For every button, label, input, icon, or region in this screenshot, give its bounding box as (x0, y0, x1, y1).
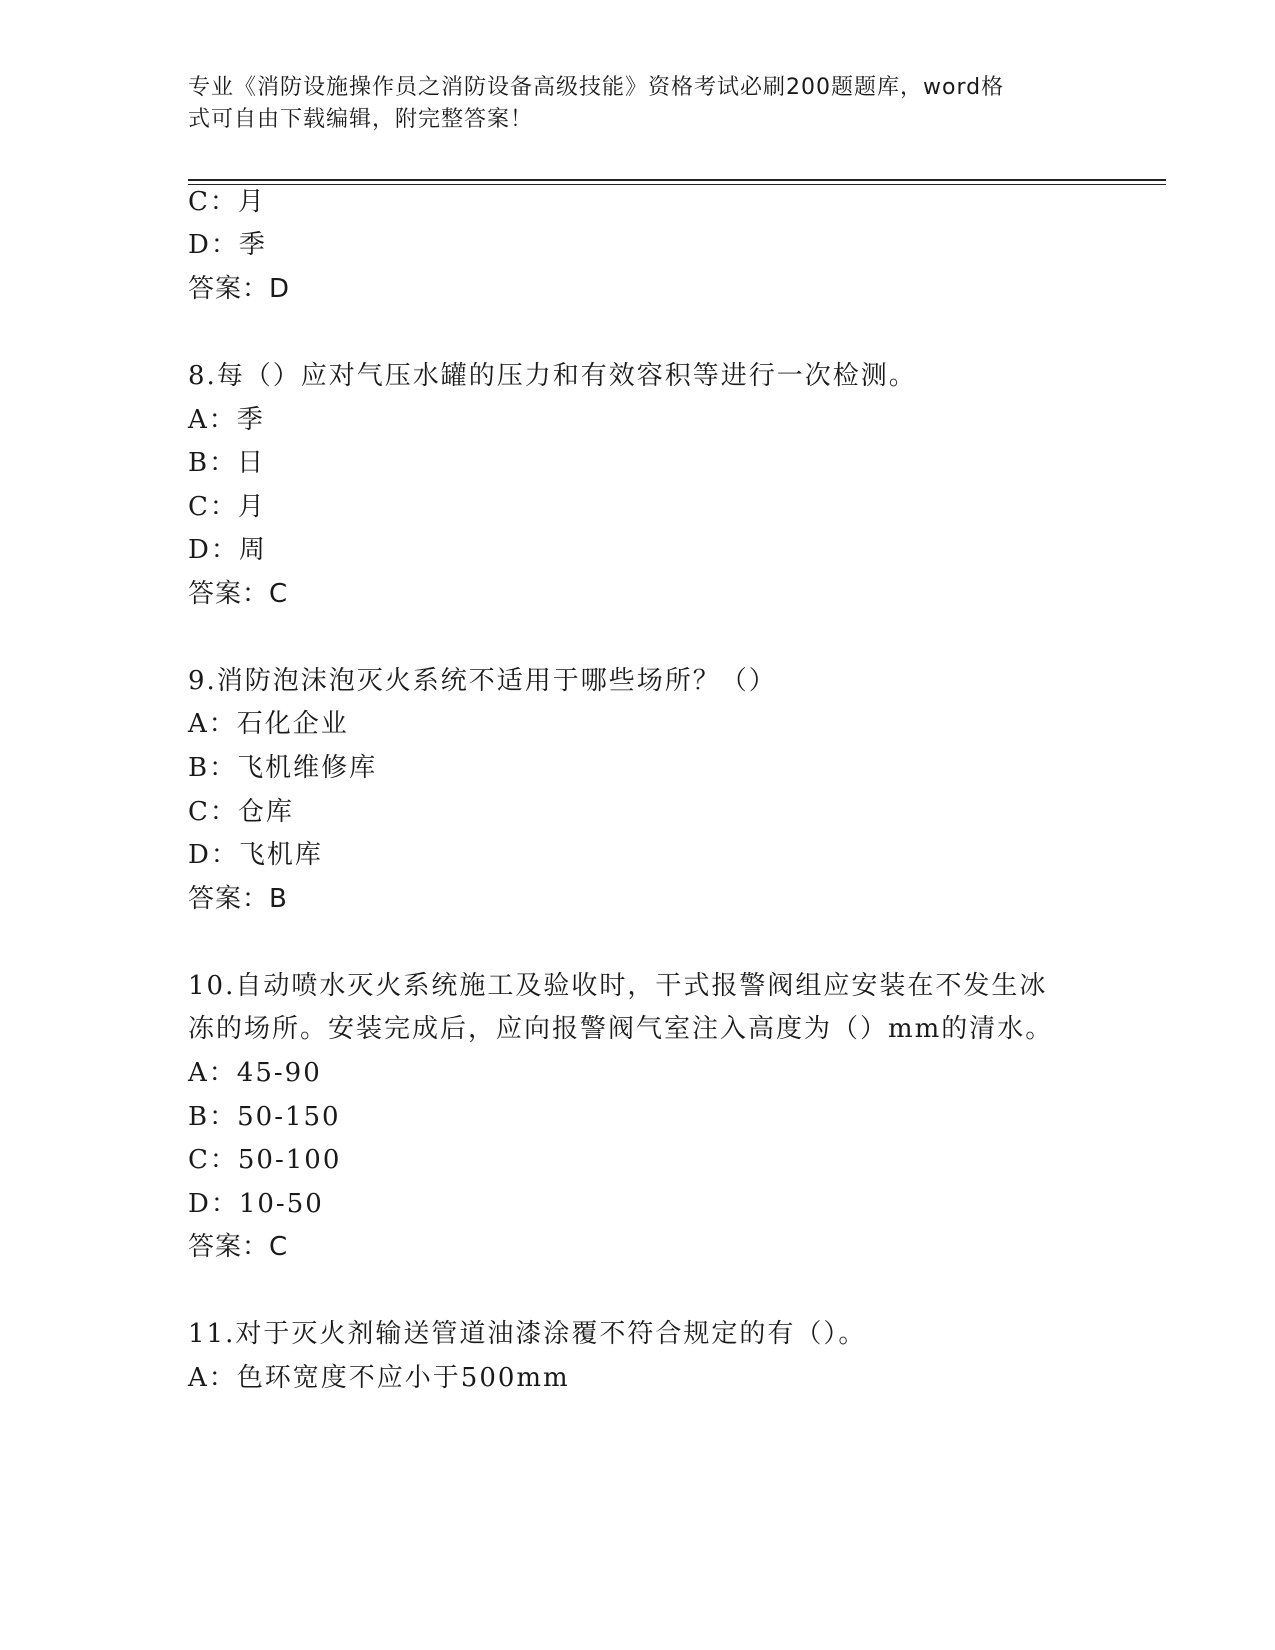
option-line: C：月 (188, 187, 266, 217)
answer-line: 答案：C (188, 579, 289, 609)
question-text: 9.消防泡沫泡灭火系统不适用于哪些场所？（） (188, 666, 777, 696)
option-line: A：季 (188, 405, 265, 435)
question-text: 11.对于灭火剂输送管道油漆涂覆不符合规定的有（）。 (188, 1319, 867, 1349)
option-line: D：飞机库 (188, 840, 323, 870)
document-header (188, 72, 1088, 136)
option-line: B：50-150 (188, 1102, 341, 1132)
question-text: 10.自动喷水灭火系统施工及验收时，干式报警阀组应安装在不发生冰 (188, 971, 1048, 1001)
question-text-continued: 冻的场所。安装完成后，应向报警阀气室注入高度为（）mm的清水。 (188, 1014, 1054, 1044)
option-line: B：飞机维修库 (188, 753, 378, 783)
header-divider-thick (188, 179, 1166, 181)
option-line: A：45-90 (188, 1058, 322, 1088)
answer-line: 答案：C (188, 1232, 289, 1262)
answer-line: 答案：B (188, 884, 288, 914)
option-line: D：周 (188, 535, 267, 565)
option-line: B：日 (188, 448, 266, 478)
option-line: C：月 (188, 492, 266, 522)
option-line: D：季 (188, 230, 267, 260)
option-line: A：色环宽度不应小于500mm (188, 1363, 570, 1393)
option-line: C：仓库 (188, 797, 294, 827)
header-line-2: 式可自由下载编辑，附完整答案！ (188, 107, 534, 132)
header-divider-thin (188, 184, 1166, 185)
option-line: C：50-100 (188, 1145, 342, 1175)
option-line: A：石化企业 (188, 709, 349, 739)
answer-line: 答案：D (188, 274, 291, 304)
header-line-1: 专业《消防设施操作员之消防设备高级技能》资格考试必刷200题题库，word格 (188, 75, 1005, 100)
option-line: D：10-50 (188, 1189, 324, 1219)
question-text: 8.每（）应对气压水罐的压力和有效容积等进行一次检测。 (188, 361, 917, 391)
